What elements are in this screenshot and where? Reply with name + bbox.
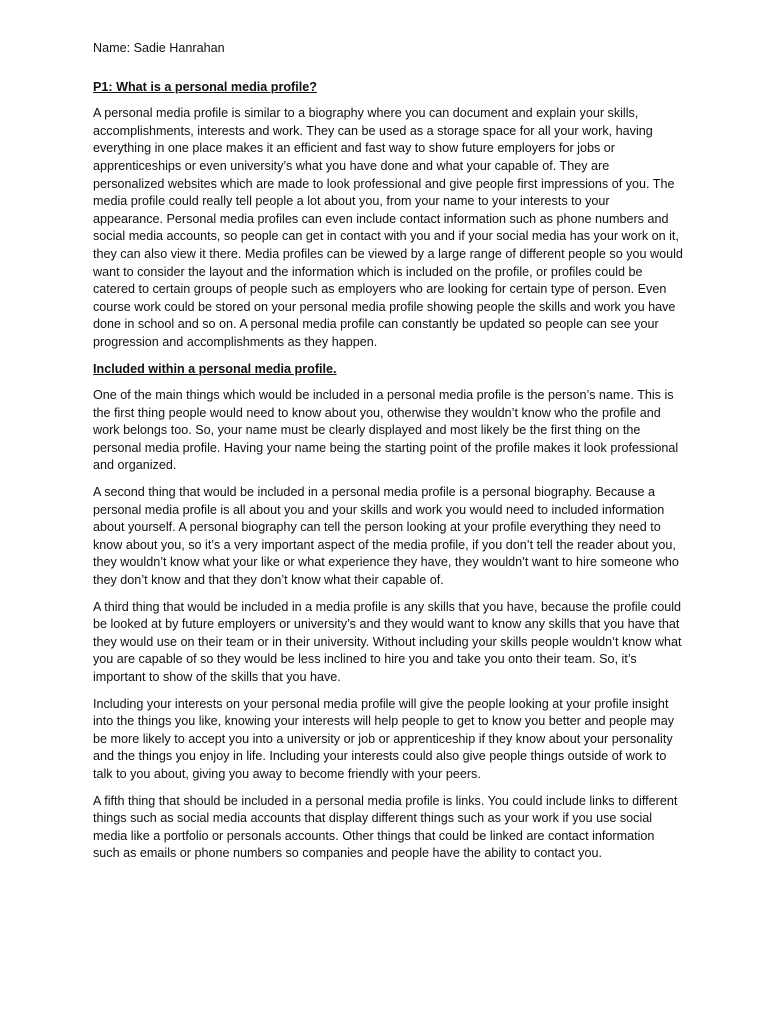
- document-page: [93, 40, 683, 872]
- paragraph-links: A fifth thing that should be included in a personal media profile is links. You could include links to different things such as social media accounts that display different things such as your work if you use social media like a portfolio or personals accounts. Other things that could be linked are contact information such as emails or phone numbers so companies and people have the ability to contact you.: [93, 793, 678, 861]
- author-name: Name: Sadie Hanrahan: [93, 41, 225, 55]
- paragraph-skills: A third thing that would be included in a media profile is any skills that you have, because the profile could be looked at by future employers or university’s and they would want to know any skills that you have that they would use on their team or in their university. Without including your skills people wouldn’t know what you are capable of so they would be less inclined to hire you and take you onto their team. So, it’s important to show of the skills that you have.: [93, 599, 682, 684]
- paragraph-name: One of the main things which would be included in a personal media profile is the person’s name. This is the first thing people would need to know about you, otherwise they wouldn’t know who the profile and work belongs too. So, your name must be clearly displayed and most likely be the first thing on the personal media profile. Having your name being the starting point of the profile makes it look professional and organized.: [93, 388, 679, 473]
- paragraph-biography: A second thing that would be included in a personal media profile is a personal biography. Because a personal media profile is all about you and your skills and work you would need to included information about yourself. A personal biography can tell the person looking at your profile everything they need to know about you, so it’s a very important aspect of the media profile, if you don’t tell the reader about you, they wouldn’t know what your like or what experience they have, they wouldn’t want to hire someone who they don’t know and that they don’t know what their capable of.: [93, 485, 679, 588]
- paragraph-interests: Including your interests on your personal media profile will give the people looking at your profile insight into the things you like, knowing your interests will help people to get to know you better and people may be more likely to accept you into a university or job or apprenticeship if they know about your personality and the things you enjoy in life. Including your interests could also give people things outside of work to talk to you about, giving you away to become friendly with your peers.: [93, 696, 675, 781]
- heading-what-is-profile: P1: What is a personal media profile?: [93, 79, 317, 94]
- heading-included-within: Included within a personal media profile.: [93, 361, 337, 376]
- paragraph-intro: A personal media profile is similar to a biography where you can document and explain your skills, accomplishments, interests and work. They can be used as a storage space for all your work, having everything in one place makes it an efficient and fast way to show future employers for jobs or apprenticeships or even university’s what you have done and what your capable of. They are personalized websites which are made to look professional and give people first impressions of you. The media profile could really tell people a lot about you, from your name to your interests to your appearance. Personal media profiles can even include contact information such as phone numbers and social media accounts, so people can get in contact with you and if your social media has your work on it, they can also view it there. Media profiles can be viewed by a large range of different people so you would want to consider the layout and the information which is included on the profile, or profiles could be catered to certain groups of people such as employers who are looking for certain type of person. Even course work could be stored on your personal media profile showing people the skills and work you have done in school and so on. A personal media profile can constantly be updated so people can see your progression and accomplishments as they happen.: [93, 106, 683, 349]
